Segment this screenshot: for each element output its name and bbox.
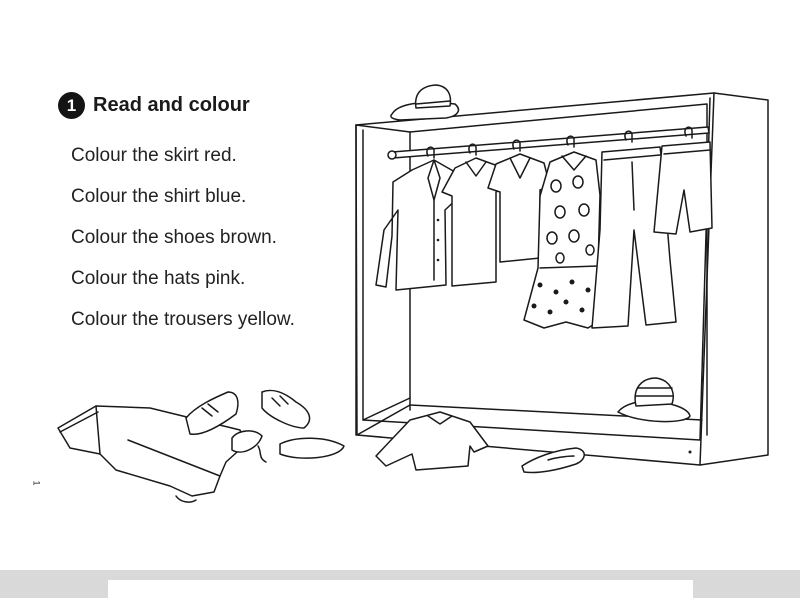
instruction-skirt: Colour the skirt red. [71,145,237,166]
hat-on-top [391,85,459,120]
instruction-shoes: Colour the shoes brown. [71,227,277,248]
instruction-shirt: Colour the shirt blue. [71,186,247,207]
task-number-badge: 1 [58,92,85,119]
instruction-trousers: Colour the trousers yellow. [71,309,295,330]
floor-shoe [522,448,584,473]
instruction-hats: Colour the hats pink. [71,268,246,289]
margin-page-mark: 1 [31,480,42,486]
task-title: Read and colour [93,94,250,116]
flat-shoes [232,431,344,462]
viewer-bottom-panel [108,580,693,598]
trainers [186,390,310,434]
